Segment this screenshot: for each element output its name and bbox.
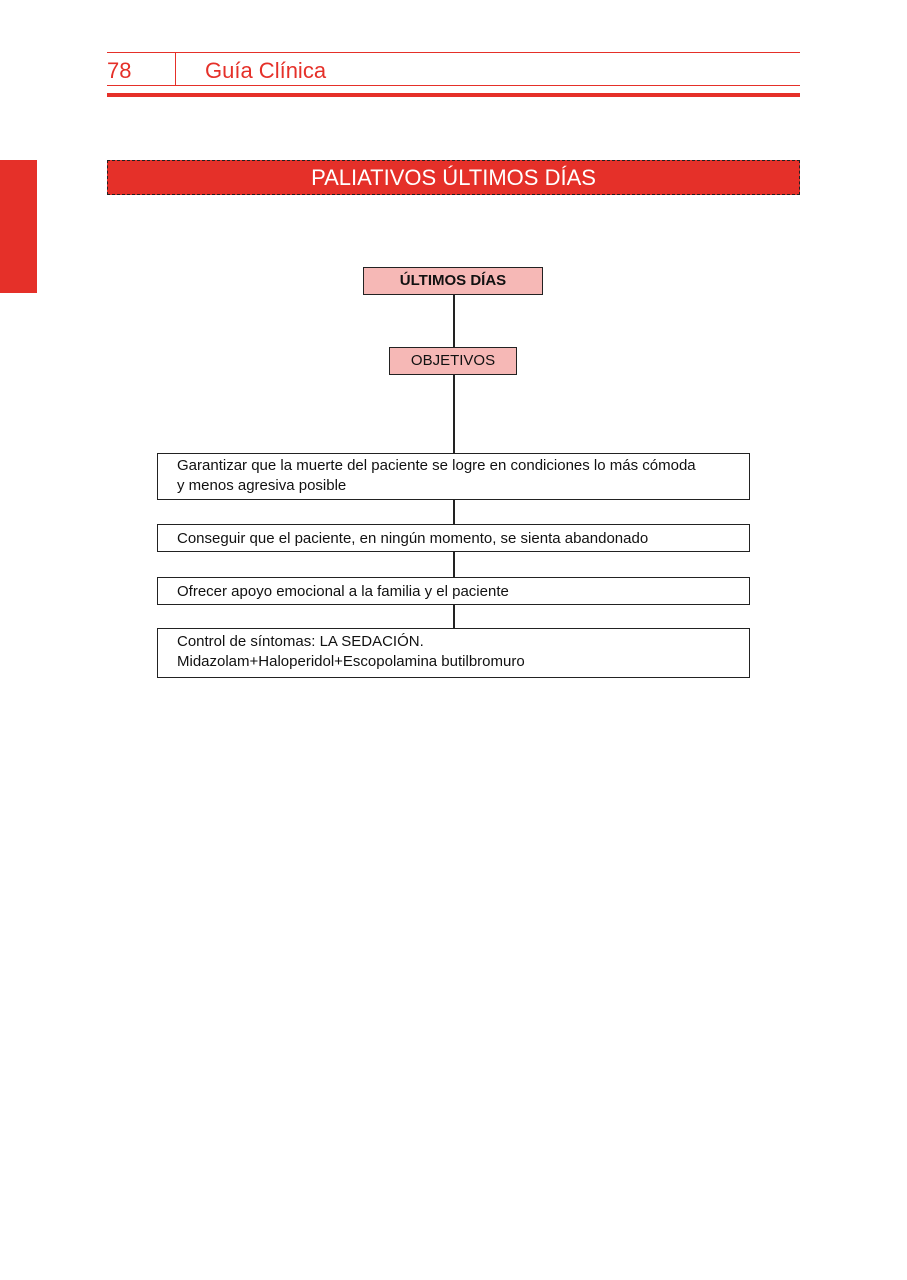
objective-item-3 (157, 577, 750, 605)
objective-item-text: Conseguir que el paciente, en ningún momento, se sienta abandonado (177, 530, 649, 547)
header-rule-thick (107, 93, 800, 97)
diagram-root-node: ÚLTIMOS DÍAS (363, 267, 543, 295)
connector-line (453, 500, 455, 524)
chapter-side-tab (0, 160, 37, 293)
connector-line (453, 552, 455, 577)
objective-item-text: Midazolam+Haloperidol+Escopolamina butilbromuro (177, 653, 525, 670)
header-rule-top (107, 52, 800, 53)
objective-item-4 (157, 628, 750, 678)
header-rule-middle (107, 85, 800, 86)
objective-item-text: Control de síntomas: LA SEDACIÓN. (177, 633, 424, 650)
connector-line (453, 605, 455, 628)
objective-item-text: Garantizar que la muerte del paciente se logre en condiciones lo más cómoda (177, 457, 696, 474)
objective-item-text: Ofrecer apoyo emocional a la familia y el paciente (177, 583, 509, 600)
guide-title: Guía Clínica (205, 58, 327, 83)
page-number: 78 (107, 58, 132, 83)
header-divider (175, 53, 176, 85)
connector-line (453, 375, 455, 453)
objective-item-1 (157, 453, 750, 500)
objective-item-text: y menos agresiva posible (177, 477, 347, 494)
objective-item-2 (157, 524, 750, 552)
diagram-objectives-node: OBJETIVOS (389, 347, 517, 375)
connector-line (453, 295, 455, 347)
section-title-banner: PALIATIVOS ÚLTIMOS DÍAS (107, 160, 800, 195)
